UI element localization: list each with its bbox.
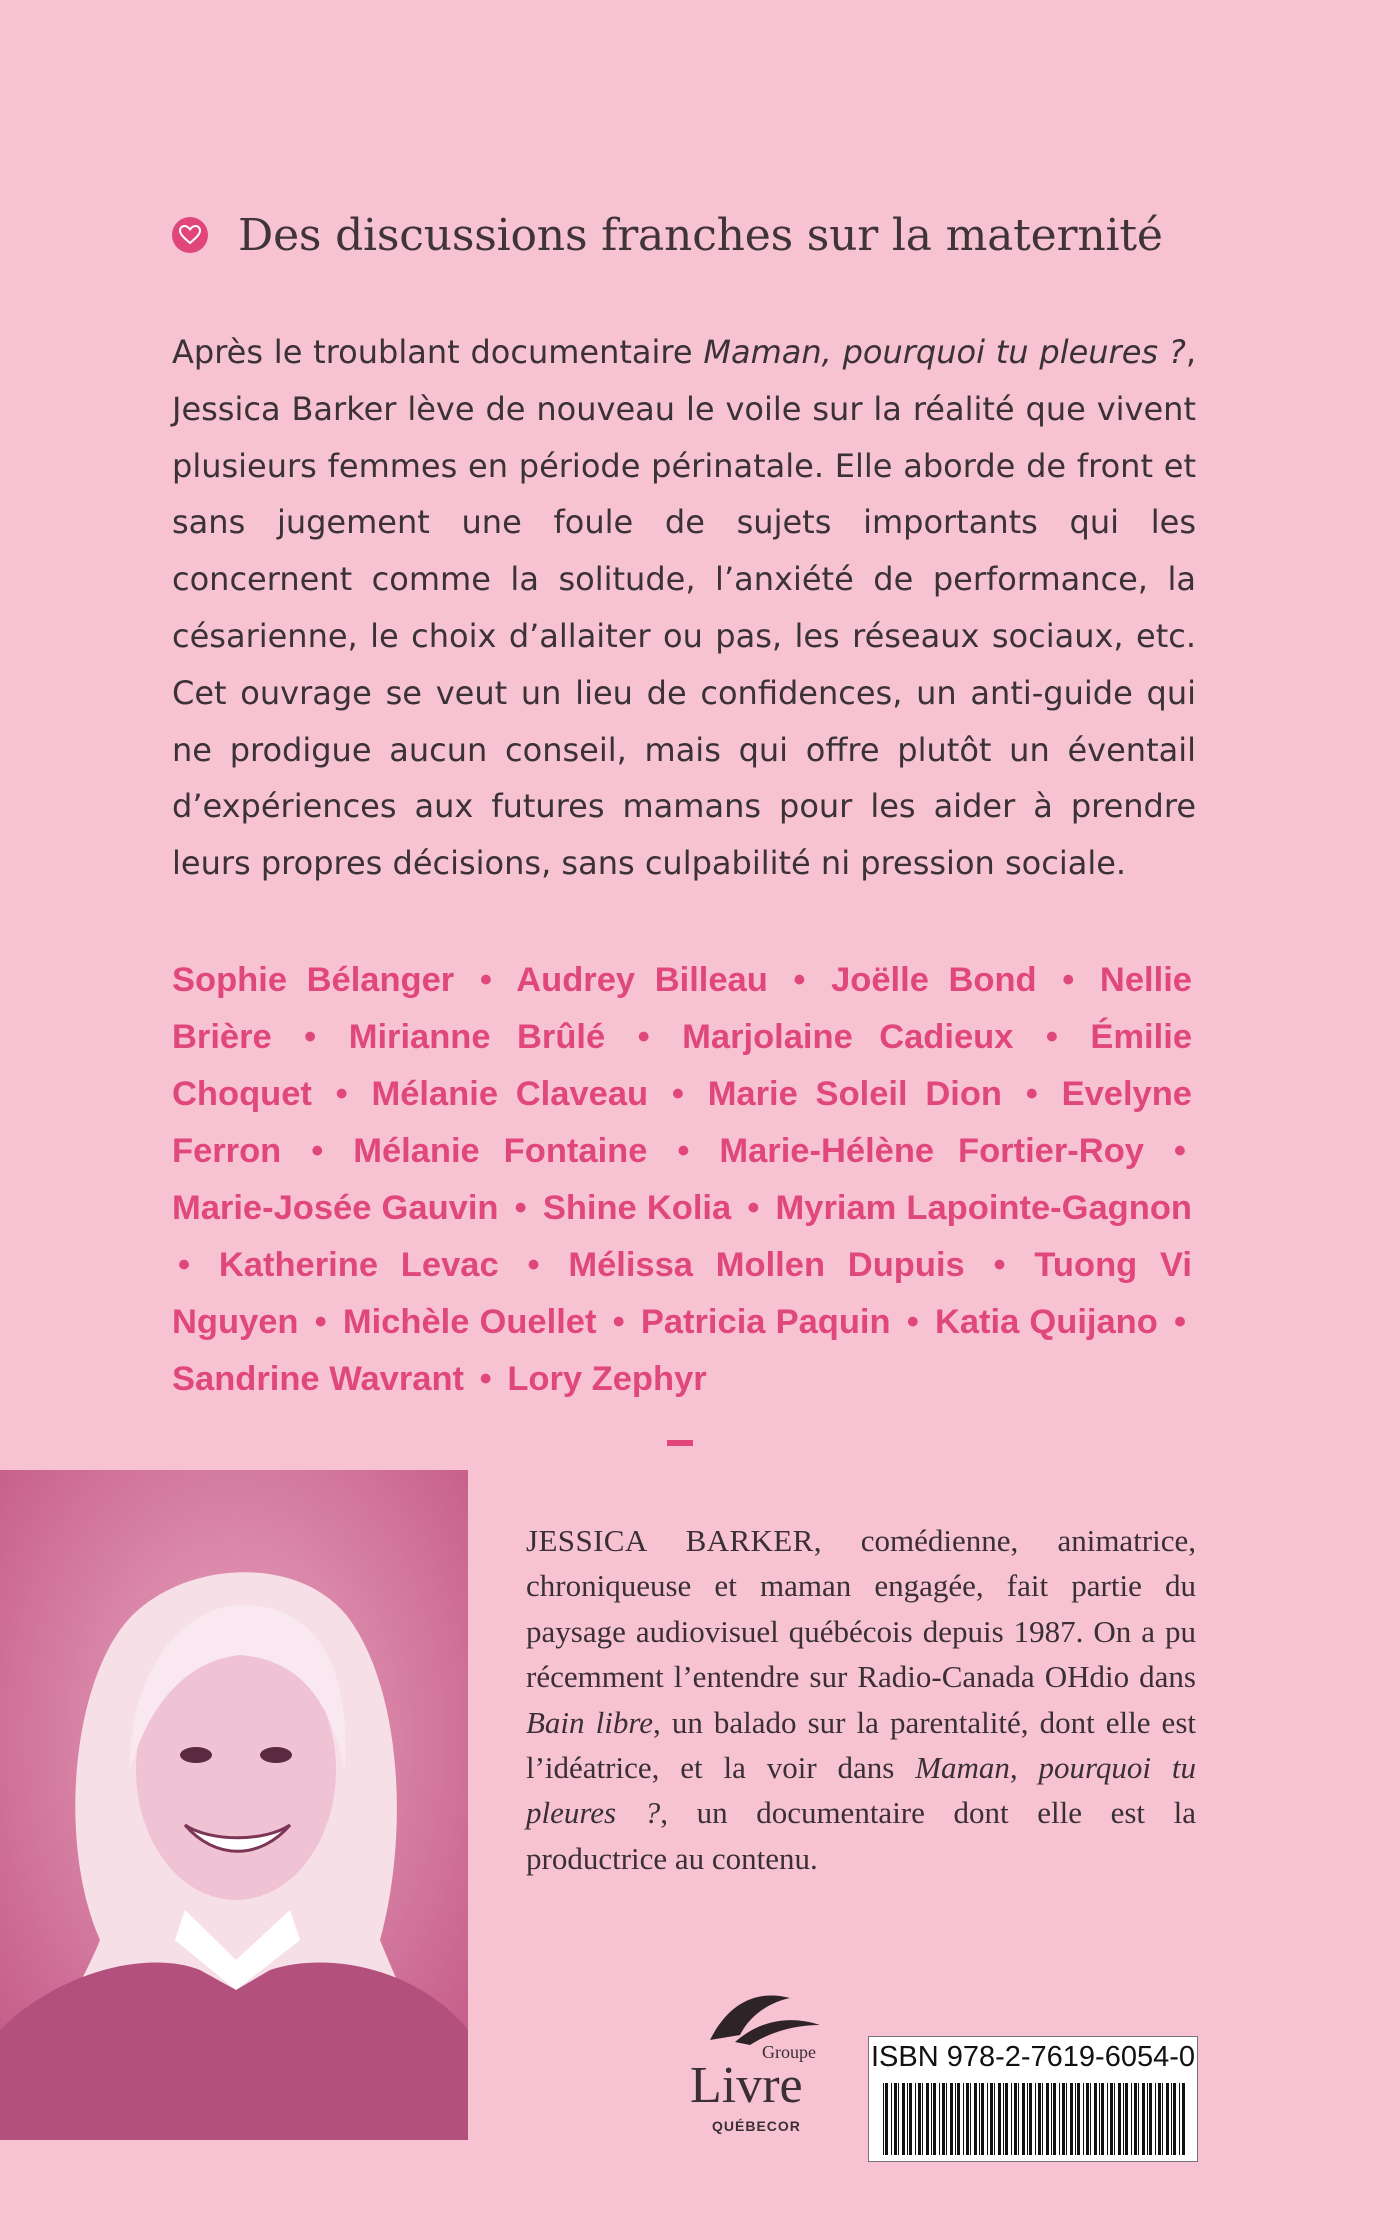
barcode-bar xyxy=(1062,2083,1065,2155)
barcode-bar xyxy=(1070,2083,1073,2155)
barcode-bar xyxy=(1083,2083,1084,2155)
contributor-name: Marie Soleil Dion xyxy=(707,1075,1002,1113)
tagline xyxy=(172,200,1272,270)
contributor-name: Sandrine Wavrant xyxy=(172,1360,465,1398)
barcode-bar xyxy=(970,2083,971,2155)
contributor-separator: • xyxy=(1173,1303,1187,1341)
barcode-bar xyxy=(1003,2083,1004,2155)
tagline-text: Des discussions franches sur la maternité xyxy=(238,209,1163,261)
barcode-bar xyxy=(1042,2083,1043,2155)
contributor-name: Michèle Ouellet xyxy=(342,1303,597,1341)
barcode-bar xyxy=(918,2083,921,2155)
contributor-name: Evelyne Ferron xyxy=(172,1075,1192,1170)
barcode-bar xyxy=(1171,2083,1172,2155)
section-separator xyxy=(667,1440,693,1446)
barcode-bar xyxy=(1162,2083,1163,2155)
barcode-bar xyxy=(955,2083,956,2155)
barcode-bar xyxy=(1053,2083,1056,2155)
description-body: , Jessica Barker lève de nouveau le voile sur la réalité que vivent plusieurs femmes en période périnatale. Elle aborde de front et sans jugement une foule de sujets importants qui les concernent comme la solitude, l’anxiété de performance, la césarienne, le choix d’allaiter ou pas, les réseaux sociaux, etc. Cet ouvrage se veut un lieu de confidences, un anti-guide qui ne prodigue aucun conseil, mais qui offre plutôt un éventail d’expériences aux futures mamans pour les aider à prendre leurs propres décisions, sans culpabilité ni pression sociale. xyxy=(172,333,1197,883)
contributor-name: Lory Zephyr xyxy=(507,1360,707,1398)
barcode-bar xyxy=(907,2083,908,2155)
barcode-bar xyxy=(922,2083,923,2155)
barcode-bar xyxy=(1038,2083,1041,2155)
barcode-bar xyxy=(1090,2083,1091,2155)
contributor-name: Sophie Bélanger xyxy=(172,961,455,999)
contributor-name: Marie-Josée Gauvin xyxy=(172,1189,499,1227)
barcode-bar xyxy=(1011,2083,1012,2155)
contributor-separator: • xyxy=(793,961,806,999)
barcode-bar xyxy=(950,2083,953,2155)
contributor-separator: • xyxy=(1062,961,1075,999)
contributor-name: Mélanie Fontaine xyxy=(353,1132,648,1170)
film-title: Maman, pourquoi tu pleures ? xyxy=(526,1750,1197,1831)
contributor-separator: • xyxy=(479,961,492,999)
bio-part-3: , un documentaire dont elle est la productrice au contenu. xyxy=(526,1795,1196,1876)
barcode-bar xyxy=(1086,2083,1089,2155)
contributor-name: Patricia Paquin xyxy=(640,1303,891,1341)
barcode-bar xyxy=(1118,2083,1121,2155)
barcode-bar xyxy=(1005,2083,1008,2155)
barcode-bar xyxy=(1014,2083,1017,2155)
barcode-bar xyxy=(979,2083,980,2155)
barcode-bar xyxy=(939,2083,940,2155)
contributor-name: Nellie Brière xyxy=(172,961,1192,1056)
barcode-bar xyxy=(1101,2083,1104,2155)
barcode-bar xyxy=(1035,2083,1036,2155)
podcast-title: Bain libre xyxy=(526,1704,654,1740)
publisher-logo xyxy=(690,1990,830,2170)
contributor-name: Audrey Billeau xyxy=(516,961,768,999)
barcode-bar xyxy=(926,2083,929,2155)
author-photo xyxy=(0,1470,468,2140)
contributor-separator: • xyxy=(479,1360,492,1398)
barcode-bar xyxy=(891,2083,892,2155)
barcode-bar xyxy=(1075,2083,1076,2155)
contributor-name: Joëlle Bond xyxy=(831,961,1037,999)
barcode-bar xyxy=(987,2083,988,2155)
bio-part-1: , comédienne, animatrice, chroniqueuse et maman engagée, fait partie du paysage audiovisuel québécois depuis 1987. On a pu récemment l’entendre sur Radio-Canada OHdio dans xyxy=(526,1523,1197,1695)
publisher-logo-groupe: Groupe xyxy=(762,2042,816,2062)
barcode-bar xyxy=(1027,2083,1028,2155)
contributor-separator: • xyxy=(993,1246,1006,1284)
contributor-name: Tuong Vi Nguyen xyxy=(172,1246,1192,1341)
isbn-barcode xyxy=(868,2036,1198,2162)
barcode-bar xyxy=(1173,2083,1176,2155)
contributor-separator: • xyxy=(527,1246,540,1284)
barcode-bar xyxy=(1018,2083,1019,2155)
contributor-name: Myriam Lapointe-Gagnon xyxy=(775,1189,1192,1227)
barcode-bar xyxy=(931,2083,932,2155)
heart-icon xyxy=(172,217,208,253)
publisher-logo-livre: Livre xyxy=(690,2057,803,2114)
barcode-bar xyxy=(1022,2083,1025,2155)
bio-part-2: , un balado sur la parentalité, dont elle est l’idéatrice, et la voir dans xyxy=(526,1704,1196,1786)
contributor-separator: • xyxy=(1045,1018,1058,1056)
contributor-separator: • xyxy=(906,1303,919,1341)
author-bio xyxy=(526,1518,1196,1881)
barcode-bar xyxy=(994,2083,995,2155)
barcode-bar xyxy=(1029,2083,1032,2155)
barcode-bar xyxy=(1114,2083,1115,2155)
barcode-bar xyxy=(1123,2083,1124,2155)
contributor-name: Katherine Levac xyxy=(218,1246,499,1284)
contributor-separator: • xyxy=(637,1018,650,1056)
contributor-list xyxy=(172,952,1192,1408)
barcode-bar xyxy=(1110,2083,1113,2155)
barcode-bar xyxy=(1182,2083,1185,2155)
barcode-bar xyxy=(1142,2083,1145,2155)
barcode-bar xyxy=(909,2083,912,2155)
barcode-bar xyxy=(1125,2083,1128,2155)
contributor-separator: • xyxy=(311,1132,324,1170)
barcode-bar xyxy=(963,2083,964,2155)
contributor-separator: • xyxy=(1025,1075,1038,1113)
barcode-bar xyxy=(915,2083,916,2155)
barcode-bar xyxy=(1158,2083,1161,2155)
barcode-bar xyxy=(1149,2083,1152,2155)
contributor-name: Mirianne Brûlé xyxy=(348,1018,606,1056)
barcode-bar xyxy=(898,2083,899,2155)
barcode-bars xyxy=(879,2083,1189,2155)
contributor-separator: • xyxy=(671,1075,684,1113)
barcode-bar xyxy=(1107,2083,1108,2155)
isbn-number: ISBN 978-2-7619-6054-0 xyxy=(870,2041,1196,2073)
barcode-bar xyxy=(1094,2083,1097,2155)
description-intro: Après le troublant documentaire xyxy=(172,333,704,371)
barcode-bar xyxy=(933,2083,936,2155)
barcode-bar xyxy=(1147,2083,1148,2155)
barcode-bar xyxy=(1051,2083,1052,2155)
barcode-bar xyxy=(998,2083,1001,2155)
contributor-separator: • xyxy=(1173,1132,1186,1170)
contributor-separator: • xyxy=(747,1189,760,1227)
barcode-bar xyxy=(1066,2083,1067,2155)
contributor-separator: • xyxy=(514,1189,527,1227)
barcode-bar xyxy=(885,2083,888,2155)
barcode-bar xyxy=(1059,2083,1060,2155)
contributor-separator: • xyxy=(304,1018,317,1056)
description-film-title: Maman, pourquoi tu pleures ? xyxy=(703,333,1186,371)
barcode-bar xyxy=(1155,2083,1156,2155)
barcode-bar xyxy=(981,2083,984,2155)
contributor-separator: • xyxy=(178,1246,191,1284)
contributor-separator: • xyxy=(612,1303,625,1341)
publisher-logo-quebecor: QUÉBECOR xyxy=(712,2118,801,2134)
contributor-name: Mélanie Claveau xyxy=(371,1075,649,1113)
barcode-bar xyxy=(1179,2083,1180,2155)
contributor-name: Katia Quijano xyxy=(934,1303,1158,1341)
barcode-bar xyxy=(942,2083,945,2155)
barcode-bar xyxy=(957,2083,960,2155)
barcode-bar xyxy=(1131,2083,1132,2155)
barcode-bar xyxy=(1138,2083,1139,2155)
barcode-bar xyxy=(883,2083,884,2155)
contributor-name: Shine Kolia xyxy=(542,1189,732,1227)
barcode-bar xyxy=(902,2083,905,2155)
contributor-name: Marie-Hélène Fortier-Roy xyxy=(719,1132,1144,1170)
barcode-bar xyxy=(894,2083,897,2155)
book-description xyxy=(172,324,1196,892)
contributor-separator: • xyxy=(314,1303,327,1341)
barcode-bar xyxy=(1166,2083,1169,2155)
barcode-bar xyxy=(990,2083,993,2155)
author-name: JESSICA BARKER xyxy=(526,1523,814,1558)
barcode-bar xyxy=(974,2083,977,2155)
barcode-bar xyxy=(1046,2083,1049,2155)
contributor-name: Mélissa Mollen Dupuis xyxy=(568,1246,965,1284)
barcode-bar xyxy=(966,2083,969,2155)
contributor-name: Émilie Choquet xyxy=(172,1018,1193,1113)
contributor-name: Marjolaine Cadieux xyxy=(682,1018,1014,1056)
contributor-separator: • xyxy=(677,1132,690,1170)
contributor-separator: • xyxy=(335,1075,348,1113)
barcode-bar xyxy=(1134,2083,1137,2155)
barcode-bar xyxy=(946,2083,947,2155)
barcode-bar xyxy=(1077,2083,1080,2155)
barcode-bar xyxy=(1099,2083,1100,2155)
